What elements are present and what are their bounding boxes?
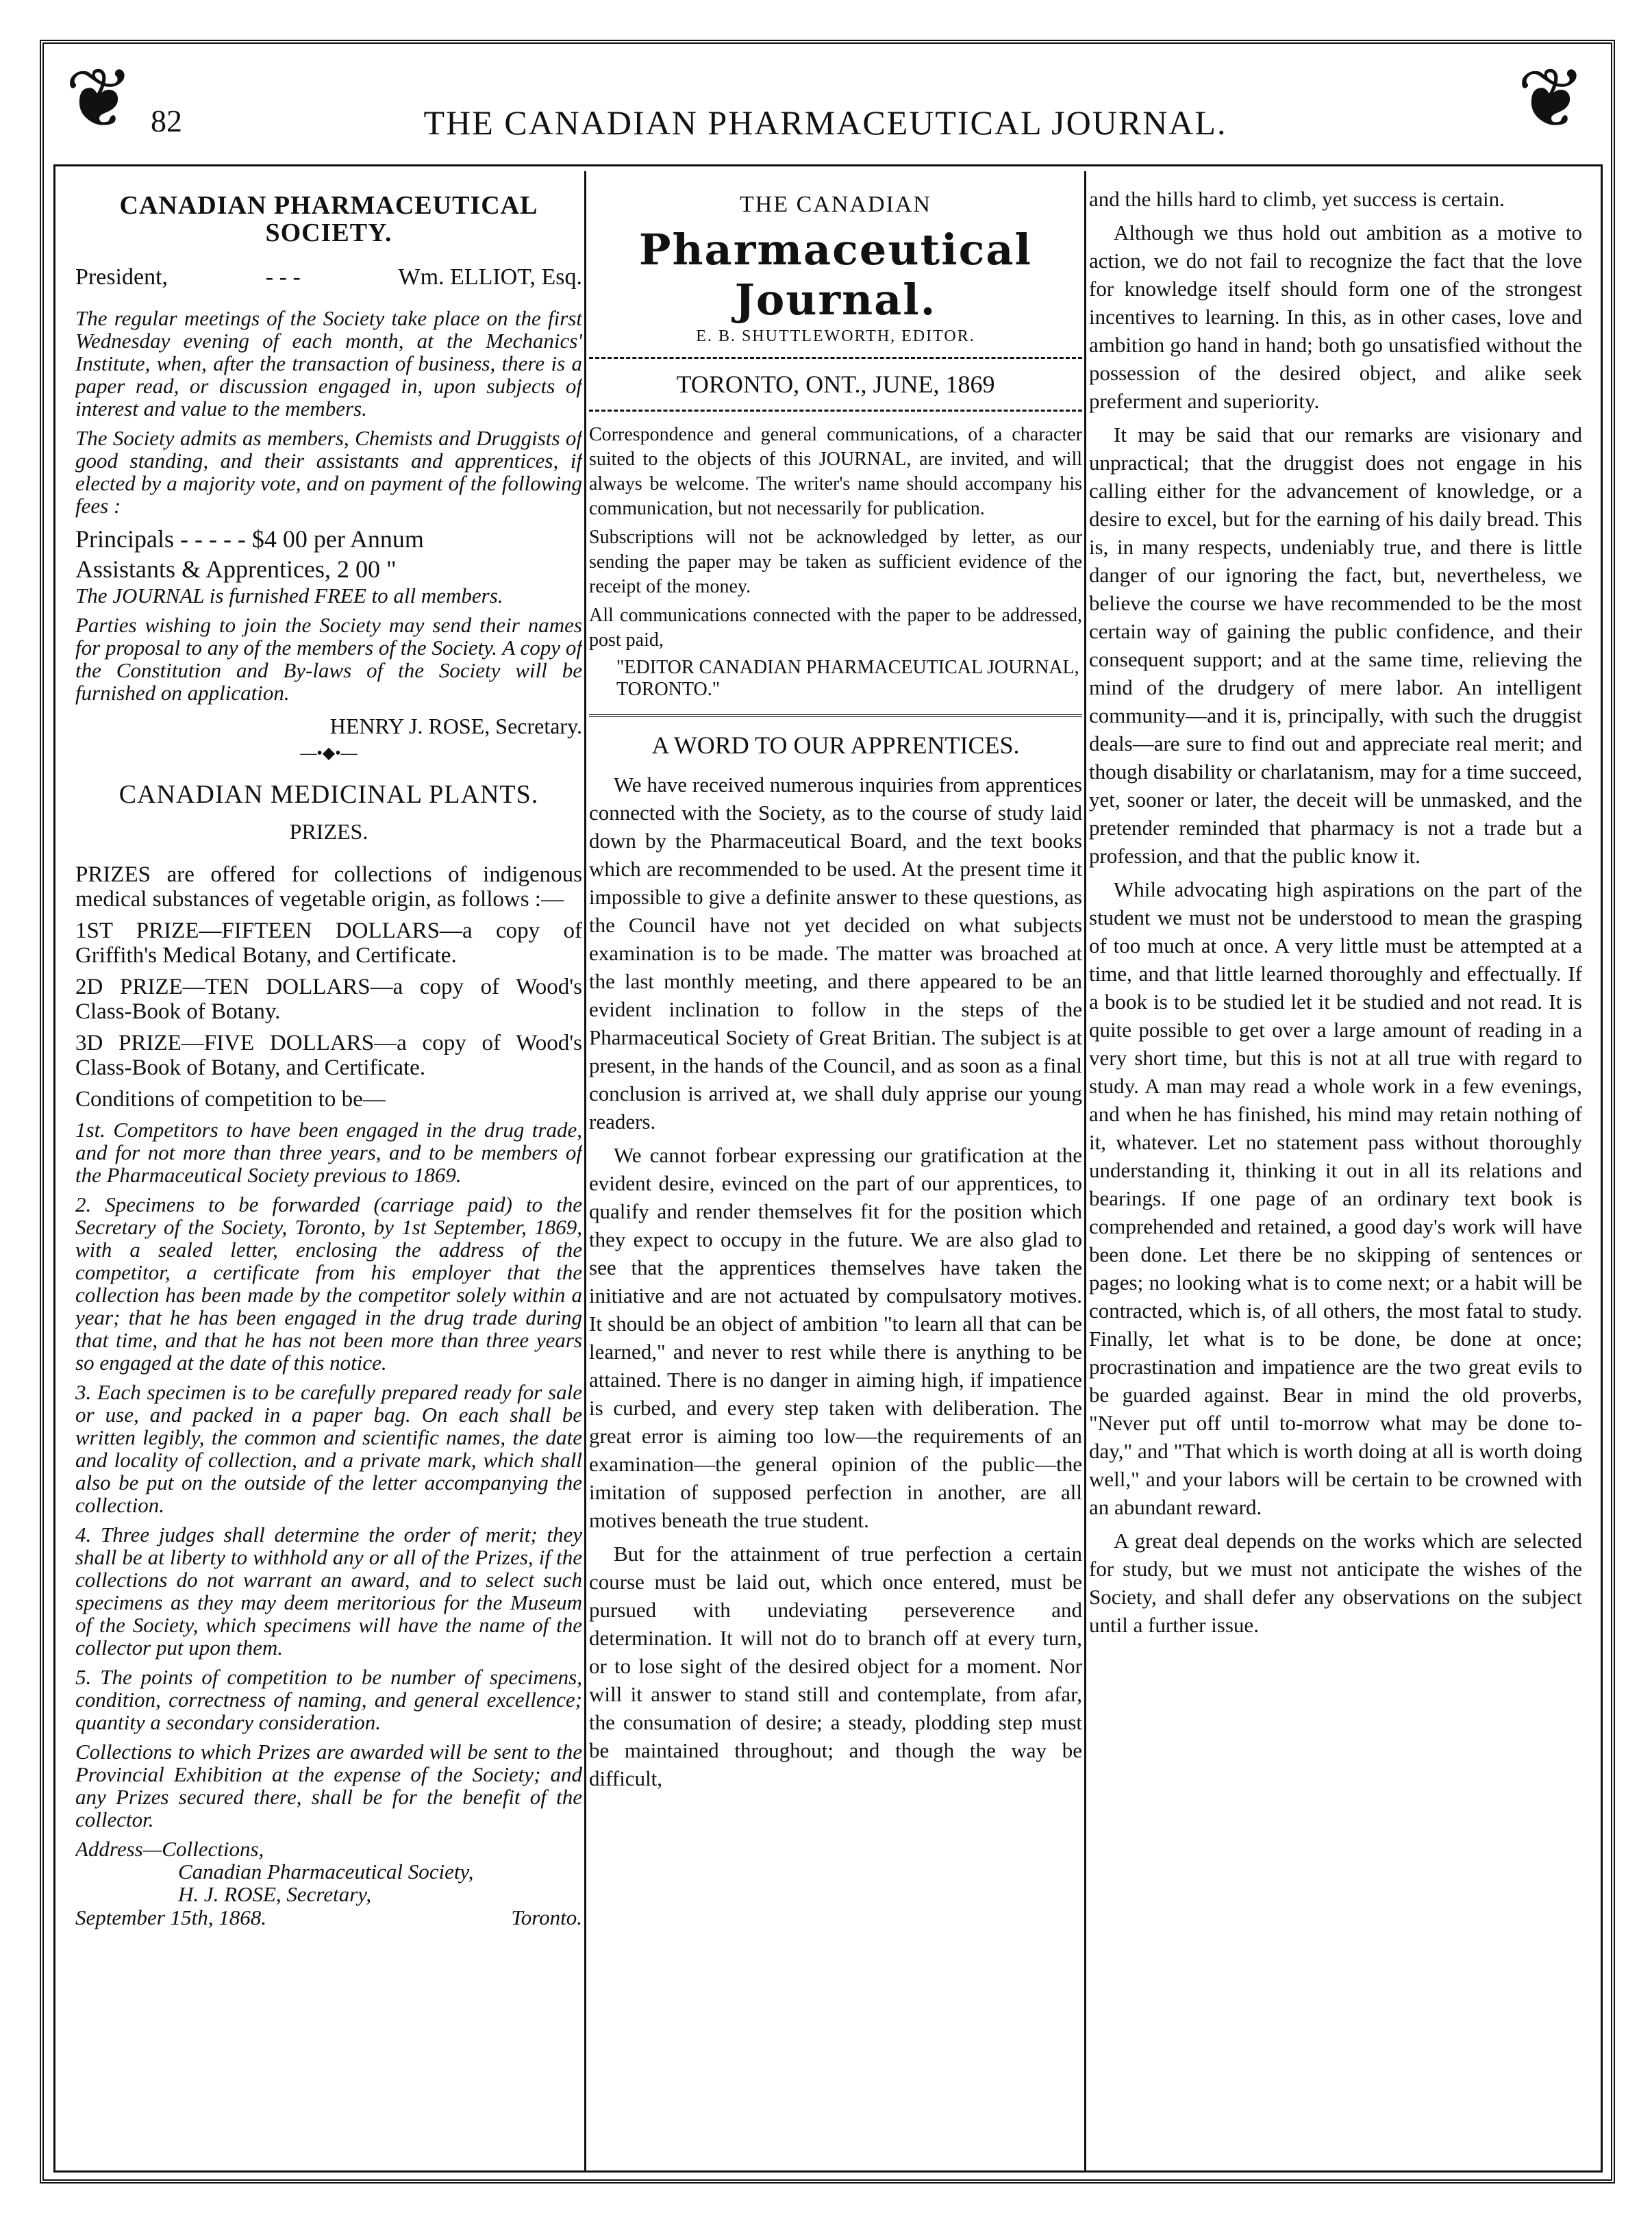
masthead-title: Pharmaceutical Journal. (638, 225, 1033, 325)
membership-notice: The Society admits as members, Chemists and Druggists of good standing, and their assistants and apprentices, if elected by a majority vote, and on payment of the following fees : (75, 426, 582, 518)
article-heading: A WORD TO OUR APPRENTICES. (589, 714, 1082, 760)
fee-assistants: Assistants & Apprentices, 2 00 " (75, 555, 397, 583)
president-label: President, (75, 264, 168, 290)
subscriptions-notice: Subscriptions will not be acknowledged by letter, as our sending the paper may be taken as sufficient evidence of the receipt of the money. (589, 527, 1082, 597)
fee-principals: Principals - - - - - $4 00 per Annum (75, 525, 424, 553)
condition-3: 3. Each specimen is to be carefully prepared ready for sale or use, and packed in a paper bag. On each shall be written legibly, the common and scientific names, the date and locality of collection, and a private mark, which shall also be put on the outside of the letter accompanying the collection. (75, 1380, 582, 1517)
dashed-rule (589, 410, 1082, 412)
divider-ornament: —•◆•— (300, 744, 358, 762)
article-paragraph: It may be said that our remarks are visionary and unpractical; that the druggist does not engage in his calling either for the advancement of knowledge, or a desire to excel, but for the earning of his daily bread. This is, in many respects, undeniably true, and there is little danger of our ignoring the fact, but, nevertheless, we believe the course we have recommended to be the most certain way of gaining the public confidence, and their consequent support; and at the same time, relieving the mind of the drudgery of mere labor. An intelligent community—and it is, principally, with such the druggist deals—are sure to find out and appreciate real merit; and though disability or charlatanism, may for a time succeed, yet, sooner or later, the deceit will be unmasked, and the pretender reminded that pharmacy is not a trade but a profession, and that the public know it. (1089, 423, 1582, 868)
journal-free-notice: The JOURNAL is furnished FREE to all members. (75, 584, 503, 608)
dateline: TORONTO, ONT., JUNE, 1869 (676, 371, 995, 398)
society-title: CANADIAN PHARMACEUTICAL SOCIETY. (119, 191, 538, 247)
condition-4: 4. Three judges shall determine the order of merit; they shall be at liberty to withhold any or all of the Prizes, if the collections do not warrant an award, and to select such specimens as they may deem meritorious for the Museum of the Society, which specimens will have the name of the collector put upon them. (75, 1523, 582, 1660)
running-title: THE CANADIAN PHARMACEUTICAL JOURNAL. (423, 103, 1227, 142)
article-paragraph: A great deal depends on the works which are selected for study, but we must not anticipate the wishes of the Society, and shall defer any observations on the subject until a further issue. (1089, 1529, 1582, 1637)
correspondence-notice: Correspondence and general communications, of a character suited to the objects of this JOURNAL, are invited, and will always be welcome. The writer's name should accompany his communication, but not necessarily for publication. (589, 424, 1082, 519)
ornate-scroll-icon: ❦ (64, 53, 134, 145)
plants-title: CANADIAN MEDICINAL PLANTS. (118, 780, 539, 809)
notice-city: Toronto. (511, 1905, 582, 1929)
join-notice: Parties wishing to join the Society may send their names for proposal to any of the members of the Society. A copy of the Constitution and By-laws of the Society will be furnished on application. (75, 613, 582, 705)
article-paragraph: and the hills hard to climb, yet success is certain. (1089, 187, 1505, 211)
prizes-title: PRIZES. (289, 819, 368, 844)
address-label: Address—Collections, (75, 1837, 264, 1861)
column-divider (1084, 171, 1086, 2171)
column-left (75, 185, 582, 2171)
president-line (75, 264, 582, 290)
notice-footer (75, 1905, 582, 1930)
page-number: 82 (151, 103, 182, 138)
second-prize: 2D PRIZE—TEN DOLLARS—a copy of Wood's Class-Book of Botany. (75, 975, 582, 1024)
column-divider (584, 171, 586, 2171)
conditions-heading: Conditions of competition to be— (75, 1087, 386, 1112)
article-paragraph: While advocating high aspirations on the part of the student we must not be understood to mean the grasping of too much at once. A very little must be attempted at a time, and that little learned thoroughly and effectually. If a book is to be studied let it be studied and not read. It is quite possible to get over a large amount of reading in a very short time, but this is not at all true with regard to study. A man may read a whole work in a few evenings, and when he has finished, his mind may retain nothing of it, whatever. Let no statement pass without thoroughly understanding it, thinking it out in all its relations and bearings. If one page of an ordinary text book is comprehended and retained, a good day's work will have been done. Let there be no skipping of sentences or pages; no looking what is to come next; or a habit will be contracted, which is, of all others, the most fatal to study. Finally, let what is to be done, be done at once; procrastination and impatience are the two great evils to be guarded against. Bear in mind the old proverbs, "Never put off until to-morrow what may be done to-day," and "That which is worth doing at all is worth doing well," and your labors will be certain to be crowned with an abundant reward. (1089, 877, 1582, 1519)
president-name: Wm. ELLIOT, Esq. (398, 264, 582, 290)
notice-date: September 15th, 1868. (75, 1905, 266, 1929)
article-paragraph: But for the attainment of true perfection a certain course must be laid out, which once entered, must be pursued with undeviating perseverence and determination. It will not do to branch off at every turn, or to lose sight of the desired object for a moment. Nor will it answer to stand still and contemplate, from afar, the consumation of desire; a steady, plodding step must be maintained throughout; and though the way be difficult, (589, 1542, 1082, 1790)
address-line-2: H. J. ROSE, Secretary, (178, 1882, 372, 1906)
ornate-scroll-icon: ❦ (1516, 53, 1586, 145)
article-paragraph: We have received numerous inquiries from apprentices connected with the Society, as to the course of study laid down by the Pharmaceutical Board, and the text books which are recommended to be used. At the present time it impossible to give a definite answer to these questions, as the Council have not yet decided on what subjects examination is to be made. The matter was broached at the last monthly meeting, and there appeared to be an evident inclination to follow in the steps of the Pharmaceutical Society of Great Britian. The subject is at present, in the hands of the Council, and as soon as a final conclusion is arrived at, we shall duly apprise our young readers. (589, 773, 1082, 1134)
article-paragraph: We cannot forbear expressing our gratification at the evident desire, evinced on the part of our apprentices, to qualify and render themselves fit for the position which they expect to occupy in the future. We are also glad to see that the apprentices themselves have taken the initiative and are not actuated by compulsatory motives. It should be an object of ambition "to learn all that can be learned," and never to rest while there is anything to be attained. There is no danger in aiming high, if impatience is curbed, and every step taken with deliberation. The great error is aiming too low—the requirements of an examination—the general opinion of the public—the imitation of supposed perfection in another, are all motives beneath the true student. (589, 1143, 1082, 1532)
masthead-the-canadian: THE CANADIAN (740, 192, 931, 217)
president-dashes: - - - (265, 264, 301, 290)
secretary-signature: HENRY J. ROSE, Secretary. (329, 714, 582, 738)
address-line-1: Canadian Pharmaceutical Society, (178, 1860, 474, 1884)
communications-notice: All communications connected with the paper to be addressed, post paid, (589, 605, 1082, 651)
editor-address: "EDITOR CANADIAN PHARMACEUTICAL JOURNAL, TORONTO." (616, 657, 1079, 700)
article-paragraph: Although we thus hold out ambition as a motive to action, we do not fail to recognize the fact that the love for knowledge itself should form one of the strongest incentives to learning. In this, as in other cases, love and ambition go hand in hand; both go unsatisfied without the possession of the desired object, and alike seek preferment and superiority. (1089, 221, 1582, 413)
third-prize: 3D PRIZE—FIVE DOLLARS—a copy of Wood's Class-Book of Botany, and Certificate. (75, 1031, 582, 1080)
prizes-intro: PRIZES are offered for collections of indigenous medical substances of vegetable origin, as follows :— (75, 862, 582, 912)
condition-1: 1st. Competitors to have been engaged in the drug trade, and for not more than three years, and to be members of the Pharmaceutical Society previous to 1869. (75, 1118, 582, 1187)
dashed-rule (589, 357, 1082, 359)
column-middle (589, 185, 1082, 2171)
column-right (1089, 185, 1582, 2171)
masthead-editor: E. B. SHUTTLEWORTH, EDITOR. (696, 327, 975, 345)
first-prize: 1ST PRIZE—FIFTEEN DOLLARS—a copy of Griffith's Medical Botany, and Certificate. (75, 918, 582, 968)
page-header (137, 89, 1514, 158)
collections-notice: Collections to which Prizes are awarded will be sent to the Provincial Exhibition at the expense of the Society; and any Prizes secured there, shall be for the benefit of the collector. (75, 1740, 582, 1831)
condition-2: 2. Specimens to be forwarded (carriage paid) to the Secretary of the Society, Toronto, by 1st September, 1869, with a sealed letter, enclosing the address of the competitor, a certificate from his employer that the collection has been made by the competitor solely within a year; that he has been engaged in the drug trade during that time, and that he has not been more than three years so engaged at the date of this notice. (75, 1192, 582, 1375)
meetings-notice: The regular meetings of the Society take place on the first Wednesday evening of each month, at the Mechanics' Institute, when, after the transaction of business, there is a paper read, or discussion engaged in, upon subjects of interest and value to the members. (75, 306, 582, 421)
condition-5: 5. The points of competition to be number of specimens, condition, correctness of naming, and general excellence; quantity a secondary consideration. (75, 1665, 582, 1734)
